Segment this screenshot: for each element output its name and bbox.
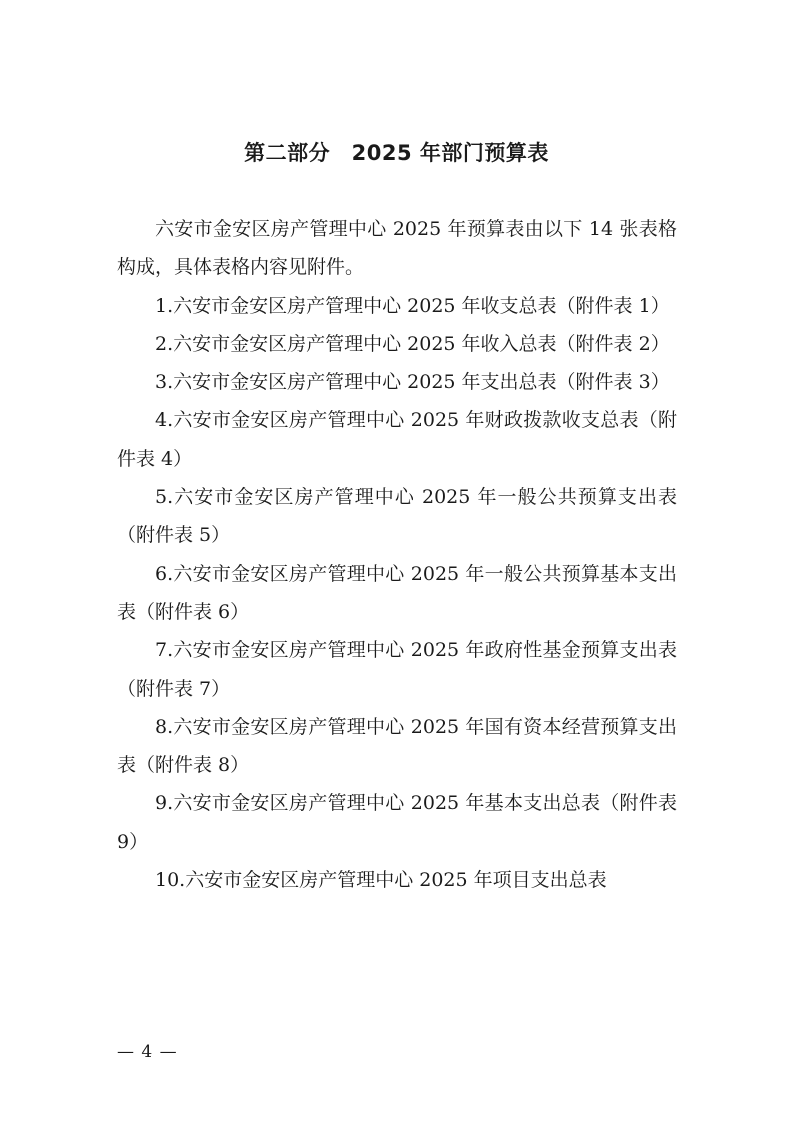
page-number: — 4 — [117,1042,178,1062]
list-item-6: 6.六安市金安区房产管理中心 2025 年一般公共预算基本支出表（附件表 6） [117,562,677,623]
list-item-9: 9.六安市金安区房产管理中心 2025 年基本支出总表（附件表 9） [117,792,677,853]
list-item-5: 5.六安市金安区房产管理中心 2025 年一般公共预算支出表（附件表 5） [117,486,677,547]
list-item-4: 4.六安市金安区房产管理中心 2025 年财政拨款收支总表（附件表 4） [117,409,677,470]
list-item-8: 8.六安市金安区房产管理中心 2025 年国有资本经营预算支出表（附件表 8） [117,715,677,777]
page-title: 第二部分 2025 年部门预算表 [244,141,549,165]
document-body [117,210,677,899]
intro-paragraph: 六安市金安区房产管理中心 2025 年预算表由以下 14 张表格构成，具体表格内容见附件。 [117,218,677,279]
list-item-1: 1.六安市金安区房产管理中心 2025 年收支总表（附件表 1） [155,294,670,317]
list-item-10: 10.六安市金安区房产管理中心 2025 年项目支出总表 [155,869,607,892]
list-item-3: 3.六安市金安区房产管理中心 2025 年支出总表（附件表 3） [155,371,670,394]
list-item-7: 7.六安市金安区房产管理中心 2025 年政府性基金预算支出表（附件表 7） [117,639,677,700]
list-item-2: 2.六安市金安区房产管理中心 2025 年收入总表（附件表 2） [155,332,670,355]
